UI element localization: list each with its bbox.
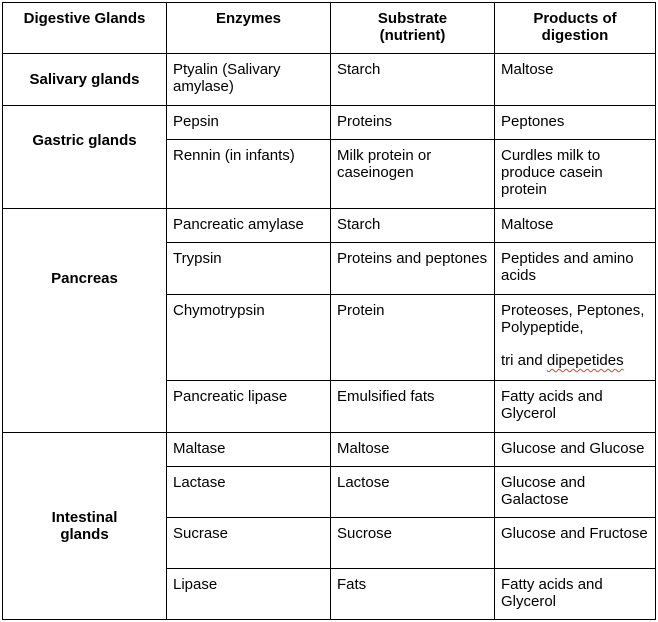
product-cell: Fatty acids and Glycerol (495, 569, 656, 620)
product-text: Proteoses, Peptones, Polypeptide, (501, 302, 645, 336)
header-row (3, 3, 656, 54)
enzyme-cell: Lipase (167, 569, 331, 620)
product-cell: Glucose and Fructose (495, 518, 656, 569)
substrate-cell: Maltose (331, 433, 495, 467)
gland-pancreas: Pancreas (3, 209, 167, 433)
header-products (495, 3, 656, 54)
enzyme-cell: Lactase (167, 467, 331, 518)
enzyme-cell: Ptyalin (Salivary amylase) (167, 54, 331, 106)
substrate-cell: Protein (331, 295, 495, 381)
product-extra-prefix: tri and (501, 352, 547, 369)
product-cell: Fatty acids and Glycerol (495, 381, 656, 433)
table-row (3, 433, 656, 467)
enzyme-cell: Chymotrypsin (167, 295, 331, 381)
header-substrate-line2: (nutrient) (379, 27, 446, 44)
product-cell (495, 295, 656, 381)
enzyme-cell: Pepsin (167, 106, 331, 140)
substrate-cell: Lactose (331, 467, 495, 518)
gland-gastric: Gastric glands (3, 106, 167, 209)
header-products-line2: digestion (541, 27, 609, 44)
substrate-cell: Emulsified fats (331, 381, 495, 433)
substrate-cell: Starch (331, 209, 495, 243)
header-enzymes: Enzymes (167, 3, 331, 54)
digestive-enzymes-table (2, 2, 656, 620)
substrate-cell: Proteins and peptones (331, 243, 495, 295)
product-cell: Maltose (495, 54, 656, 106)
product-cell: Maltose (495, 209, 656, 243)
gland-intestinal: Intestinal glands (3, 433, 167, 620)
enzyme-cell: Sucrase (167, 518, 331, 569)
substrate-cell: Proteins (331, 106, 495, 140)
table-row (3, 106, 656, 140)
table-row (3, 54, 656, 106)
enzyme-cell: Trypsin (167, 243, 331, 295)
product-cell: Glucose and Galactose (495, 467, 656, 518)
product-cell: Peptones (495, 106, 656, 140)
enzyme-cell: Pancreatic lipase (167, 381, 331, 433)
header-products-line1: Products of (533, 10, 617, 27)
substrate-cell: Starch (331, 54, 495, 106)
enzyme-cell: Rennin (in infants) (167, 140, 331, 209)
spellcheck-word[interactable]: dipepetides (546, 352, 624, 369)
enzyme-cell: Pancreatic amylase (167, 209, 331, 243)
product-cell: Glucose and Glucose (495, 433, 656, 467)
product-cell: Curdles milk to produce casein protein (495, 140, 656, 209)
substrate-cell: Sucrose (331, 518, 495, 569)
header-glands: Digestive Glands (3, 3, 167, 54)
substrate-cell: Fats (331, 569, 495, 620)
product-cell: Peptides and amino acids (495, 243, 656, 295)
table-row (3, 209, 656, 243)
substrate-cell: Milk protein or caseinogen (331, 140, 495, 209)
enzyme-cell: Maltase (167, 433, 331, 467)
header-substrate (331, 3, 495, 54)
header-substrate-line1: Substrate (377, 10, 448, 27)
gland-salivary: Salivary glands (3, 54, 167, 106)
